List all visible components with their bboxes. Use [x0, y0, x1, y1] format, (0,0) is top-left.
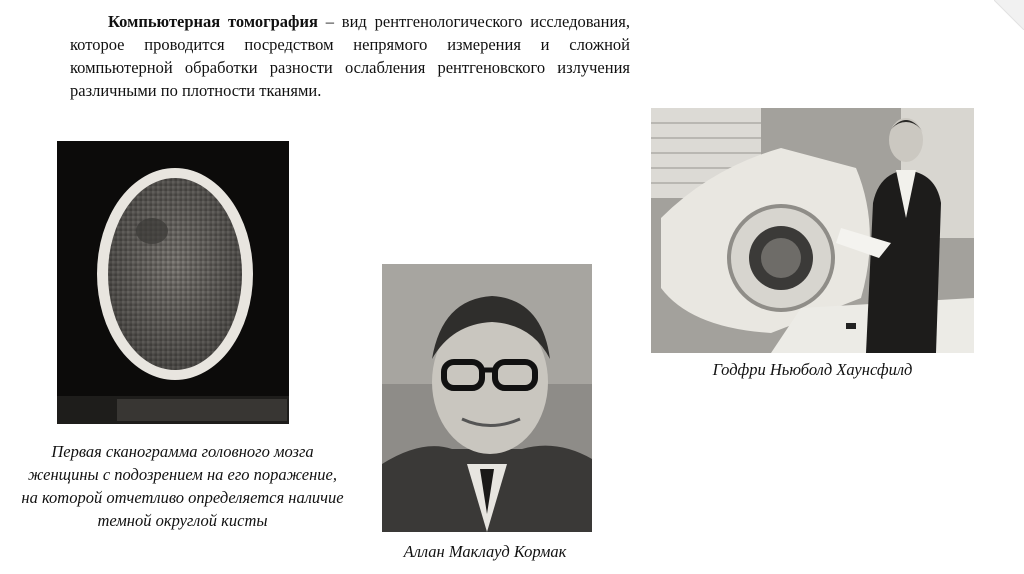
ct-scan-image	[57, 141, 289, 424]
corner-fold-decoration	[994, 0, 1024, 30]
hounsfield-caption: Годфри Ньюболд Хаунсфилд	[712, 360, 913, 379]
cormack-portrait-image	[382, 264, 592, 532]
hounsfield-scanner-image	[651, 108, 974, 353]
cormack-caption: Аллан Маклауд Кормак	[403, 542, 567, 561]
intro-paragraph	[70, 10, 630, 102]
ct-scan-caption: Первая сканограмма головного мозга женщины с подозрением на его поражение, на которой отчетливо определяется наличие темной округлой кисты	[21, 442, 344, 530]
intro-term: Компьютерная томография	[108, 12, 318, 31]
intro-text: – вид рентгенологического исследования, которое проводится посредством непрямого измерения и сложной компьютерной обработки разности ослабления рентгеновского излучения различными по плотности тканями.	[70, 12, 631, 100]
